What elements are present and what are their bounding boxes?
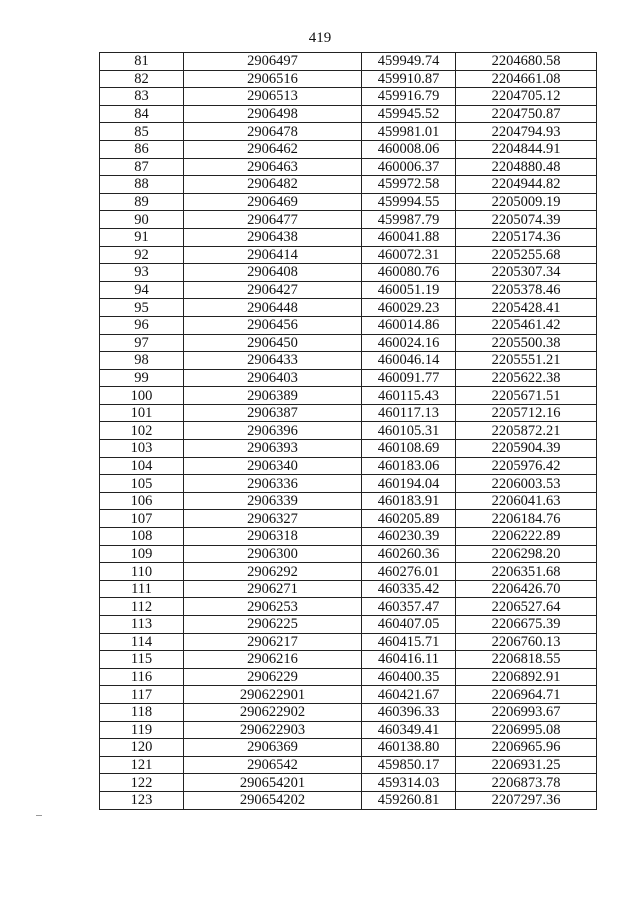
x-coordinate-cell: 460008.06 bbox=[362, 140, 456, 158]
row-number-cell: 123 bbox=[100, 791, 184, 809]
y-coordinate-cell: 2207297.36 bbox=[456, 791, 597, 809]
table-row bbox=[100, 176, 597, 194]
point-id-cell: 2906478 bbox=[184, 123, 362, 141]
x-coordinate-cell: 459945.52 bbox=[362, 105, 456, 123]
x-coordinate-cell: 460091.77 bbox=[362, 369, 456, 387]
row-number-cell: 91 bbox=[100, 228, 184, 246]
y-coordinate-cell: 2205428.41 bbox=[456, 299, 597, 317]
point-id-cell: 2906318 bbox=[184, 528, 362, 546]
y-coordinate-cell: 2205500.38 bbox=[456, 334, 597, 352]
table-row bbox=[100, 475, 597, 493]
x-coordinate-cell: 460029.23 bbox=[362, 299, 456, 317]
point-id-cell: 2906292 bbox=[184, 563, 362, 581]
row-number-cell: 85 bbox=[100, 123, 184, 141]
point-id-cell: 290622903 bbox=[184, 721, 362, 739]
row-number-cell: 82 bbox=[100, 70, 184, 88]
x-coordinate-cell: 459981.01 bbox=[362, 123, 456, 141]
table-row bbox=[100, 228, 597, 246]
table-body bbox=[100, 53, 597, 810]
x-coordinate-cell: 460072.31 bbox=[362, 246, 456, 264]
y-coordinate-cell: 2206041.63 bbox=[456, 492, 597, 510]
point-id-cell: 2906339 bbox=[184, 492, 362, 510]
x-coordinate-cell: 459949.74 bbox=[362, 53, 456, 71]
table-row bbox=[100, 193, 597, 211]
x-coordinate-cell: 460335.42 bbox=[362, 580, 456, 598]
point-id-cell: 2906498 bbox=[184, 105, 362, 123]
row-number-cell: 84 bbox=[100, 105, 184, 123]
table-row bbox=[100, 739, 597, 757]
point-id-cell: 2906217 bbox=[184, 633, 362, 651]
row-number-cell: 101 bbox=[100, 404, 184, 422]
row-number-cell: 120 bbox=[100, 739, 184, 757]
y-coordinate-cell: 2204880.48 bbox=[456, 158, 597, 176]
x-coordinate-cell: 460416.11 bbox=[362, 651, 456, 669]
y-coordinate-cell: 2205461.42 bbox=[456, 316, 597, 334]
table-row bbox=[100, 686, 597, 704]
x-coordinate-cell: 460080.76 bbox=[362, 264, 456, 282]
x-coordinate-cell: 460230.39 bbox=[362, 528, 456, 546]
table-row bbox=[100, 563, 597, 581]
row-number-cell: 103 bbox=[100, 440, 184, 458]
x-coordinate-cell: 460415.71 bbox=[362, 633, 456, 651]
point-id-cell: 290654201 bbox=[184, 774, 362, 792]
row-number-cell: 93 bbox=[100, 264, 184, 282]
table-row bbox=[100, 492, 597, 510]
y-coordinate-cell: 2206964.71 bbox=[456, 686, 597, 704]
table-row bbox=[100, 264, 597, 282]
row-number-cell: 88 bbox=[100, 176, 184, 194]
table-row bbox=[100, 246, 597, 264]
table-row bbox=[100, 88, 597, 106]
x-coordinate-cell: 460046.14 bbox=[362, 352, 456, 370]
x-coordinate-cell: 460407.05 bbox=[362, 616, 456, 634]
x-coordinate-cell: 460051.19 bbox=[362, 281, 456, 299]
x-coordinate-cell: 459987.79 bbox=[362, 211, 456, 229]
y-coordinate-cell: 2206873.78 bbox=[456, 774, 597, 792]
table-row bbox=[100, 791, 597, 809]
row-number-cell: 115 bbox=[100, 651, 184, 669]
row-number-cell: 107 bbox=[100, 510, 184, 528]
point-id-cell: 2906300 bbox=[184, 545, 362, 563]
point-id-cell: 2906393 bbox=[184, 440, 362, 458]
margin-mark bbox=[36, 815, 42, 816]
y-coordinate-cell: 2205872.21 bbox=[456, 422, 597, 440]
row-number-cell: 92 bbox=[100, 246, 184, 264]
row-number-cell: 96 bbox=[100, 316, 184, 334]
y-coordinate-cell: 2206760.13 bbox=[456, 633, 597, 651]
row-number-cell: 105 bbox=[100, 475, 184, 493]
table-row bbox=[100, 774, 597, 792]
table-row bbox=[100, 440, 597, 458]
point-id-cell: 2906369 bbox=[184, 739, 362, 757]
y-coordinate-cell: 2205074.39 bbox=[456, 211, 597, 229]
point-id-cell: 290622902 bbox=[184, 703, 362, 721]
x-coordinate-cell: 459314.03 bbox=[362, 774, 456, 792]
x-coordinate-cell: 460260.36 bbox=[362, 545, 456, 563]
y-coordinate-cell: 2204844.91 bbox=[456, 140, 597, 158]
y-coordinate-cell: 2206003.53 bbox=[456, 475, 597, 493]
coordinates-table bbox=[99, 52, 597, 810]
row-number-cell: 114 bbox=[100, 633, 184, 651]
point-id-cell: 2906427 bbox=[184, 281, 362, 299]
row-number-cell: 102 bbox=[100, 422, 184, 440]
point-id-cell: 2906408 bbox=[184, 264, 362, 282]
table-row bbox=[100, 140, 597, 158]
table-row bbox=[100, 668, 597, 686]
point-id-cell: 2906448 bbox=[184, 299, 362, 317]
x-coordinate-cell: 459850.17 bbox=[362, 756, 456, 774]
y-coordinate-cell: 2204750.87 bbox=[456, 105, 597, 123]
x-coordinate-cell: 460108.69 bbox=[362, 440, 456, 458]
row-number-cell: 94 bbox=[100, 281, 184, 299]
point-id-cell: 2906336 bbox=[184, 475, 362, 493]
y-coordinate-cell: 2205551.21 bbox=[456, 352, 597, 370]
table-row bbox=[100, 528, 597, 546]
x-coordinate-cell: 460014.86 bbox=[362, 316, 456, 334]
row-number-cell: 109 bbox=[100, 545, 184, 563]
point-id-cell: 2906450 bbox=[184, 334, 362, 352]
x-coordinate-cell: 460276.01 bbox=[362, 563, 456, 581]
x-coordinate-cell: 460194.04 bbox=[362, 475, 456, 493]
point-id-cell: 2906225 bbox=[184, 616, 362, 634]
point-id-cell: 2906403 bbox=[184, 369, 362, 387]
row-number-cell: 100 bbox=[100, 387, 184, 405]
table-row bbox=[100, 598, 597, 616]
point-id-cell: 2906456 bbox=[184, 316, 362, 334]
page-number: 419 bbox=[308, 30, 332, 46]
point-id-cell: 2906433 bbox=[184, 352, 362, 370]
point-id-cell: 290622901 bbox=[184, 686, 362, 704]
row-number-cell: 111 bbox=[100, 580, 184, 598]
table-row bbox=[100, 387, 597, 405]
x-coordinate-cell: 460396.33 bbox=[362, 703, 456, 721]
y-coordinate-cell: 2206965.96 bbox=[456, 739, 597, 757]
point-id-cell: 2906327 bbox=[184, 510, 362, 528]
row-number-cell: 87 bbox=[100, 158, 184, 176]
x-coordinate-cell: 460138.80 bbox=[362, 739, 456, 757]
row-number-cell: 95 bbox=[100, 299, 184, 317]
point-id-cell: 2906438 bbox=[184, 228, 362, 246]
table-row bbox=[100, 369, 597, 387]
y-coordinate-cell: 2205712.16 bbox=[456, 404, 597, 422]
table-row bbox=[100, 53, 597, 71]
table-row bbox=[100, 545, 597, 563]
table-row bbox=[100, 334, 597, 352]
y-coordinate-cell: 2205009.19 bbox=[456, 193, 597, 211]
table-row bbox=[100, 70, 597, 88]
y-coordinate-cell: 2204680.58 bbox=[456, 53, 597, 71]
table-row bbox=[100, 756, 597, 774]
table-row bbox=[100, 616, 597, 634]
table-row bbox=[100, 633, 597, 651]
x-coordinate-cell: 460105.31 bbox=[362, 422, 456, 440]
table-row bbox=[100, 404, 597, 422]
y-coordinate-cell: 2205904.39 bbox=[456, 440, 597, 458]
x-coordinate-cell: 460115.43 bbox=[362, 387, 456, 405]
point-id-cell: 2906271 bbox=[184, 580, 362, 598]
point-id-cell: 2906469 bbox=[184, 193, 362, 211]
row-number-cell: 83 bbox=[100, 88, 184, 106]
point-id-cell: 2906463 bbox=[184, 158, 362, 176]
point-id-cell: 2906389 bbox=[184, 387, 362, 405]
row-number-cell: 99 bbox=[100, 369, 184, 387]
row-number-cell: 86 bbox=[100, 140, 184, 158]
table-row bbox=[100, 158, 597, 176]
row-number-cell: 98 bbox=[100, 352, 184, 370]
y-coordinate-cell: 2205622.38 bbox=[456, 369, 597, 387]
y-coordinate-cell: 2206993.67 bbox=[456, 703, 597, 721]
row-number-cell: 108 bbox=[100, 528, 184, 546]
point-id-cell: 2906462 bbox=[184, 140, 362, 158]
y-coordinate-cell: 2205976.42 bbox=[456, 457, 597, 475]
x-coordinate-cell: 460349.41 bbox=[362, 721, 456, 739]
row-number-cell: 119 bbox=[100, 721, 184, 739]
y-coordinate-cell: 2205255.68 bbox=[456, 246, 597, 264]
x-coordinate-cell: 460205.89 bbox=[362, 510, 456, 528]
table-row bbox=[100, 281, 597, 299]
point-id-cell: 290654202 bbox=[184, 791, 362, 809]
row-number-cell: 113 bbox=[100, 616, 184, 634]
table-row bbox=[100, 422, 597, 440]
row-number-cell: 89 bbox=[100, 193, 184, 211]
point-id-cell: 2906513 bbox=[184, 88, 362, 106]
table-row bbox=[100, 316, 597, 334]
x-coordinate-cell: 459260.81 bbox=[362, 791, 456, 809]
row-number-cell: 90 bbox=[100, 211, 184, 229]
table-row bbox=[100, 123, 597, 141]
point-id-cell: 2906229 bbox=[184, 668, 362, 686]
point-id-cell: 2906482 bbox=[184, 176, 362, 194]
table-row bbox=[100, 721, 597, 739]
point-id-cell: 2906477 bbox=[184, 211, 362, 229]
point-id-cell: 2906387 bbox=[184, 404, 362, 422]
point-id-cell: 2906414 bbox=[184, 246, 362, 264]
row-number-cell: 110 bbox=[100, 563, 184, 581]
table-row bbox=[100, 703, 597, 721]
y-coordinate-cell: 2206222.89 bbox=[456, 528, 597, 546]
y-coordinate-cell: 2206995.08 bbox=[456, 721, 597, 739]
y-coordinate-cell: 2204705.12 bbox=[456, 88, 597, 106]
x-coordinate-cell: 459994.55 bbox=[362, 193, 456, 211]
point-id-cell: 2906216 bbox=[184, 651, 362, 669]
point-id-cell: 2906396 bbox=[184, 422, 362, 440]
y-coordinate-cell: 2206818.55 bbox=[456, 651, 597, 669]
row-number-cell: 118 bbox=[100, 703, 184, 721]
y-coordinate-cell: 2206184.76 bbox=[456, 510, 597, 528]
x-coordinate-cell: 459910.87 bbox=[362, 70, 456, 88]
y-coordinate-cell: 2206675.39 bbox=[456, 616, 597, 634]
row-number-cell: 81 bbox=[100, 53, 184, 71]
x-coordinate-cell: 460183.91 bbox=[362, 492, 456, 510]
y-coordinate-cell: 2206931.25 bbox=[456, 756, 597, 774]
point-id-cell: 2906542 bbox=[184, 756, 362, 774]
x-coordinate-cell: 460024.16 bbox=[362, 334, 456, 352]
table-row bbox=[100, 510, 597, 528]
row-number-cell: 117 bbox=[100, 686, 184, 704]
table-row bbox=[100, 651, 597, 669]
row-number-cell: 97 bbox=[100, 334, 184, 352]
y-coordinate-cell: 2205174.36 bbox=[456, 228, 597, 246]
table-row bbox=[100, 457, 597, 475]
y-coordinate-cell: 2206351.68 bbox=[456, 563, 597, 581]
point-id-cell: 2906253 bbox=[184, 598, 362, 616]
table-row bbox=[100, 580, 597, 598]
x-coordinate-cell: 460041.88 bbox=[362, 228, 456, 246]
row-number-cell: 122 bbox=[100, 774, 184, 792]
y-coordinate-cell: 2204794.93 bbox=[456, 123, 597, 141]
row-number-cell: 106 bbox=[100, 492, 184, 510]
point-id-cell: 2906340 bbox=[184, 457, 362, 475]
point-id-cell: 2906497 bbox=[184, 53, 362, 71]
x-coordinate-cell: 460117.13 bbox=[362, 404, 456, 422]
y-coordinate-cell: 2205378.46 bbox=[456, 281, 597, 299]
x-coordinate-cell: 460183.06 bbox=[362, 457, 456, 475]
y-coordinate-cell: 2204661.08 bbox=[456, 70, 597, 88]
y-coordinate-cell: 2206298.20 bbox=[456, 545, 597, 563]
y-coordinate-cell: 2204944.82 bbox=[456, 176, 597, 194]
point-id-cell: 2906516 bbox=[184, 70, 362, 88]
y-coordinate-cell: 2206527.64 bbox=[456, 598, 597, 616]
table-row bbox=[100, 352, 597, 370]
table-row bbox=[100, 211, 597, 229]
y-coordinate-cell: 2205671.51 bbox=[456, 387, 597, 405]
x-coordinate-cell: 460006.37 bbox=[362, 158, 456, 176]
table-row bbox=[100, 105, 597, 123]
row-number-cell: 104 bbox=[100, 457, 184, 475]
table-row bbox=[100, 299, 597, 317]
x-coordinate-cell: 459972.58 bbox=[362, 176, 456, 194]
row-number-cell: 116 bbox=[100, 668, 184, 686]
y-coordinate-cell: 2206892.91 bbox=[456, 668, 597, 686]
y-coordinate-cell: 2205307.34 bbox=[456, 264, 597, 282]
x-coordinate-cell: 459916.79 bbox=[362, 88, 456, 106]
x-coordinate-cell: 460400.35 bbox=[362, 668, 456, 686]
row-number-cell: 112 bbox=[100, 598, 184, 616]
row-number-cell: 121 bbox=[100, 756, 184, 774]
y-coordinate-cell: 2206426.70 bbox=[456, 580, 597, 598]
x-coordinate-cell: 460357.47 bbox=[362, 598, 456, 616]
x-coordinate-cell: 460421.67 bbox=[362, 686, 456, 704]
